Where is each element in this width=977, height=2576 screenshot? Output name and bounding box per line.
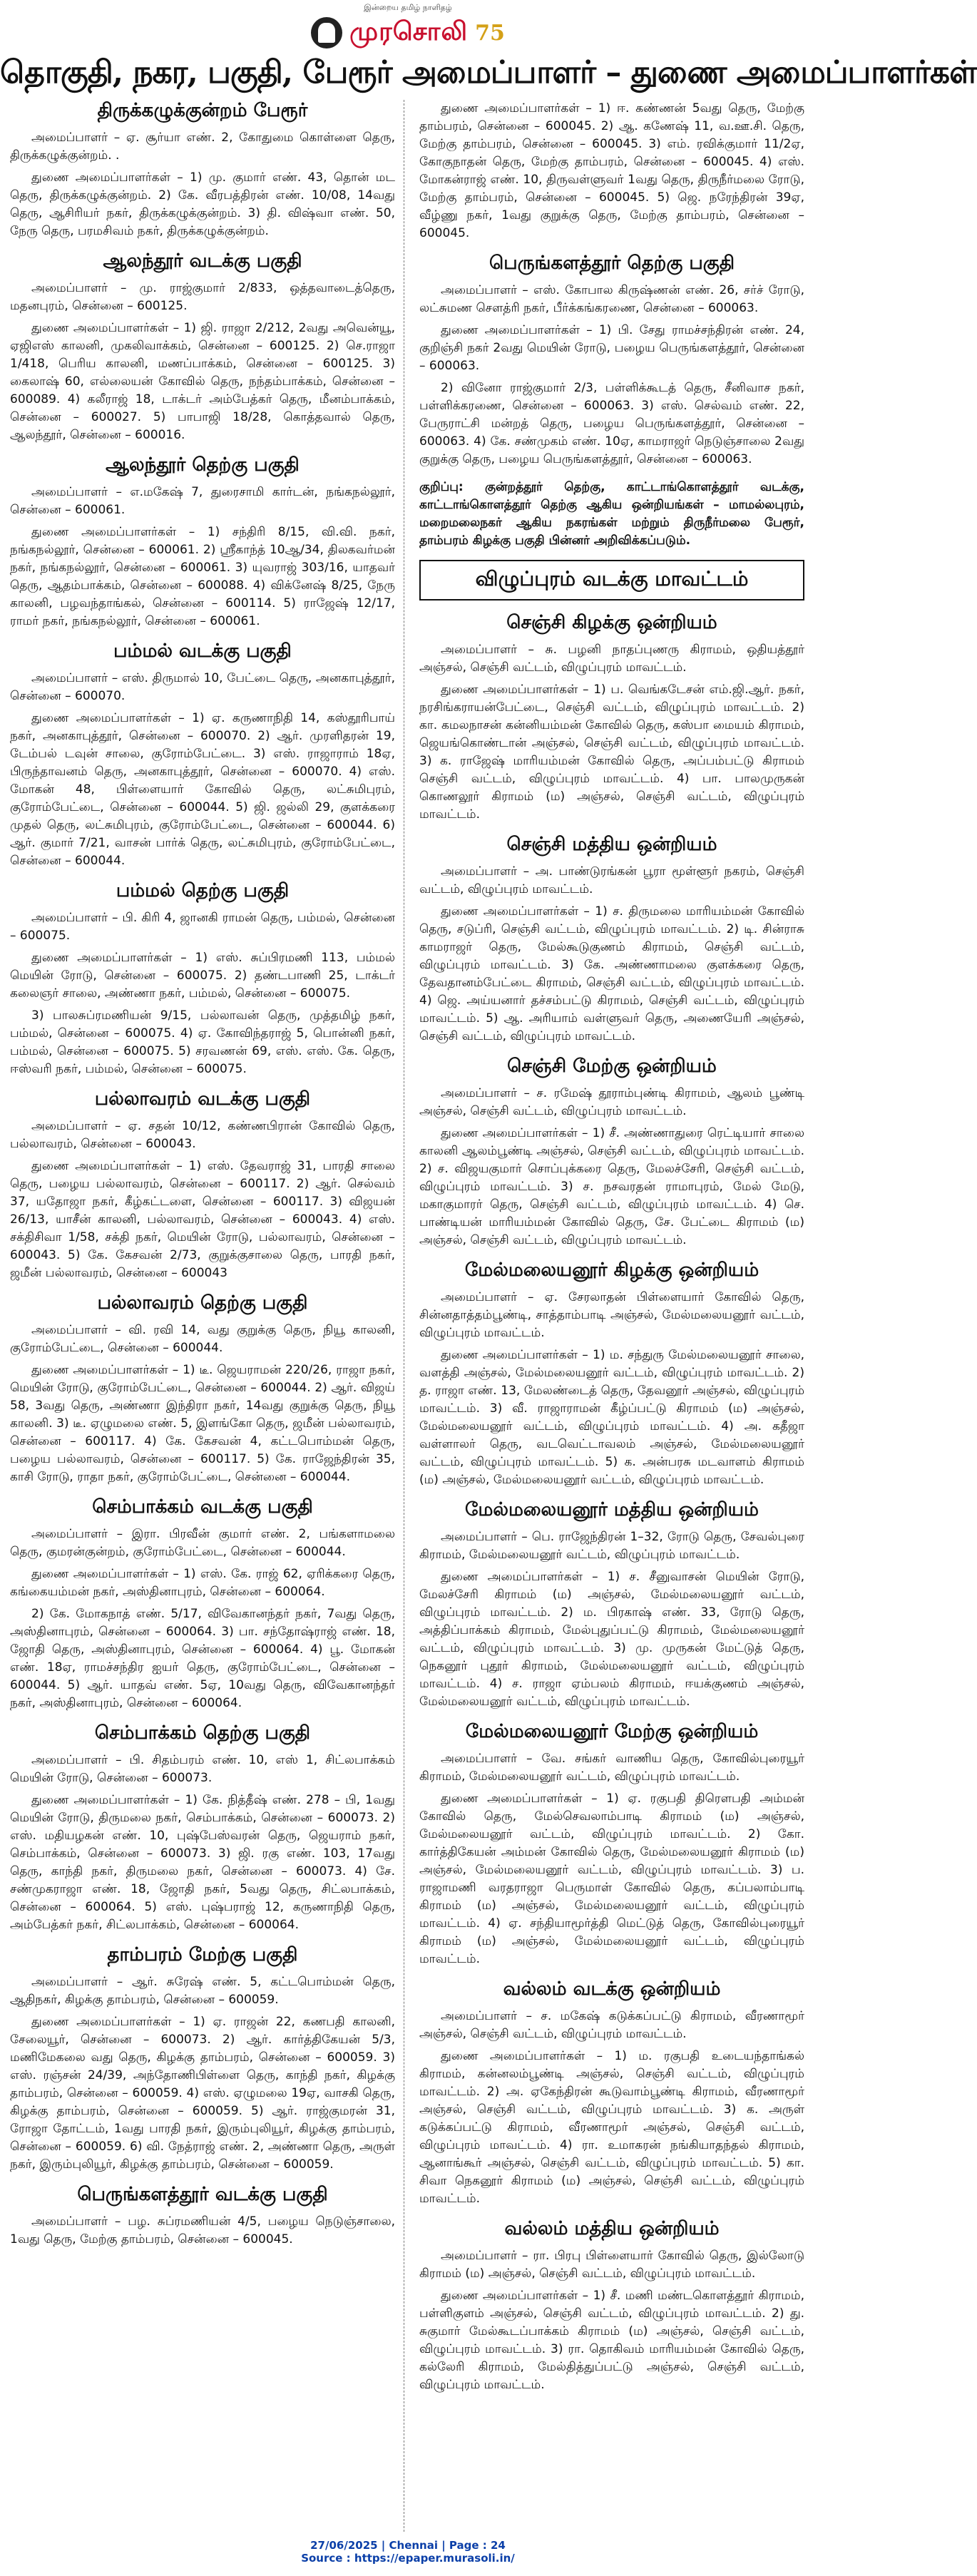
- members-paragraph: துணை அமைப்பாளர்கள் – 1) ஜி. ராஜா 2/212, 2வது அவென்யூ, ஏஜிஎஸ் காலனி, முகலிவாக்கம், சென்னை – 600125. 2) செ.ராஜா 1/418, பெரிய காலனி, மணப்பாக்கம், சென்னை – 600125. 3) கைலாஷ் 60, எல்லையன் கோவில் தெரு, நந்தம்பாக்கம், சென்னை – 600089. 4) கலீராஜ் 18, டாக்டர் அம்பேத்கர் தெரு, மீனம்பாக்கம், சென்னை – 600027. 5) பாபாஜி 18/28, கொத்தவால் தெரு, ஆலந்தூர், சென்னை – 600016.: [10, 321, 395, 442]
- members-paragraph: துணை அமைப்பாளர்கள் – 1) சந்திரி 8/15, வி.வி. நகர், நங்கநல்லூர், சென்னை – 600061. 2) ஸ்ரீகாந்த் 10ஆ/34, திலகவர்மன் நகர், நங்கநல்லூர், சென்னை – 600061. 3) யுவராஜ் 303/16, யாதவர் தெரு, ஆதம்பாக்கம், சென்னை – 600088. 4) விக்னேஷ் 8/25, நேரு காலனி, பழவந்தாங்கல், சென்னை – 600114. 5) ராஜேஷ் 12/17, ராமர் நகர், நங்கநல்லூர், சென்னை – 600061.: [10, 525, 395, 628]
- organizer-paragraph: அமைப்பாளர் – மு. ராஜ்குமார் 2/833, ஒத்தவாடைத்தெரு, மதனபுரம், சென்னை – 600125.: [10, 281, 395, 313]
- organizer-paragraph: அமைப்பாளர் – ஏ. சேரலாதன் பிள்ளையார் கோவில் தெரு, சின்னதாத்தம்பூண்டி, சாத்தாம்பாடி அஞ்சல், மேல்மலையனூர் வட்டம், விழுப்புரம் மாவட்டம்.: [419, 1290, 804, 1340]
- members-paragraph: 2) வினோ ராஜ்குமார் 2/3, பள்ளிக்கூடத் தெரு, சீனிவாச நகர், பள்ளிக்கரணை, சென்னை – 600063. 3) எஸ். செல்வம் எண். 22, பேருராட்சி மன்றத் தெரு, பழைய பெருங்களத்தூர், சென்னை – 600063. 4) கே. சண்முகம் எண். 10ஏ, காமராஜர் நெடுஞ்சாலை 2வது குறுக்கு தெரு, பழைய பெருங்களத்தூர், சென்னை – 600063.: [419, 381, 804, 466]
- members-paragraph: துணை அமைப்பாளர்கள் – 1) சீ. அண்ணாதுரை ரெட்டியார் சாலை காலனி ஆலம்பூண்டி அஞ்சல், செஞ்சி வட்டம், விழுப்புரம் மாவட்டம். 2) ச. விஜயகுமார் சொப்புக்கரை தெரு, மேலச்சேரி, செஞ்சி வட்டம், விழுப்புரம் மாவட்டம். 3) ச. நசவரதன் ராமாபுரம், மேல் மேடு, மகாகுமாரர் தெரு, செஞ்சி வட்டம், விழுப்புரம் மாவட்டம். 4) செ. பாண்டியன் மாரியம்மன் கோவில் தெரு, சே. பேட்டை கிராமம் (ம) அஞ்சல், செஞ்சி வட்டம், விழுப்புரம் மாவட்டம்.: [419, 1126, 804, 1247]
- members-paragraph: துணை அமைப்பாளர்கள் – 1) சீ. மணி மண்டகொளத்தூர் கிராமம், பள்ளிகுளம் அஞ்சல், செஞ்சி வட்டம், விழுப்புரம் மாவட்டம். 2) து. சுகுமார் மேல்கூடப்பாக்கம் கிராமம் (ம) அஞ்சல், செஞ்சி வட்டம், விழுப்புரம் மாவட்டம். 3) ரா. தொகிவம் மாரியம்மன் கோவில் தெரு, கல்லேரி கிராமம், மேல்தித்துப்பட்டு அஞ்சல், செஞ்சி வட்டம், விழுப்புரம் மாவட்டம்.: [419, 2289, 804, 2392]
- section-block: [10, 100, 395, 240]
- organizer-paragraph: அமைப்பாளர் – இரா. பிரவீன் குமார் எண். 2, பங்களாமலை தெரு, குமரன்குன்றம், குரோம்பேட்டை, சென்னை – 600044.: [10, 1527, 395, 1559]
- organizer-paragraph: அமைப்பாளர் – பழ. சுப்ரமணியன் 4/5, பழைய நெடுஞ்சாலை, 1வது தெரு, மேற்கு தாம்பரம், சென்னை – 600045.: [10, 2214, 395, 2247]
- members-paragraph: துணை அமைப்பாளர்கள் – 1) ப. வெங்கடேசன் எம்.ஜி.ஆர். நகர், நரசிங்கராயன்பேட்டை, செஞ்சி வட்டம், விழுப்புரம் மாவட்டம். 2) கா. கமலநாசன் கன்னியம்மன் கோவில் தெரு, கஸ்பா மையம் கிராமம், ஜெயங்கொண்டான் அஞ்சல், செஞ்சி வட்டம், விழுப்புரம் மாவட்டம். 3) க. ராஜேஷ் மாரியம்மன் கோவில் தெரு, அப்பம்பட்டு கிராமம் செஞ்சி வட்டம், விழுப்புரம் மாவட்டம். 4) பா. பாலமுருகன் கொணலூர் கிராமம் (ம) அஞ்சல், செஞ்சி வட்டம், விழுப்புரம் மாவட்டம்.: [419, 683, 804, 822]
- organizer-paragraph: அமைப்பாளர் – ச. மகேஷ் கடுக்கப்பட்டு கிராமம், வீரணாமூர் அஞ்சல், செஞ்சி வட்டம், விழுப்புரம் மாவட்டம்.: [419, 2009, 804, 2041]
- members-paragraph: துணை அமைப்பாளர்கள் – 1) எஸ். தேவராஜ் 31, பாரதி சாலை தெரு, பழைய பல்லாவரம், சென்னை – 600117. 2) ஆர். செல்வம் 37, யதோஜா நகர், கீழ்கட்டளை, சென்னை – 600117. 3) விஜயன் 26/13, யாசீன் காலனி, பல்லாவரம், சென்னை – 600043. 4) எஸ். சக்திசிவா 1/58, சக்தி நகர், மெயின் ரோடு, பல்லாவரம், சென்னை – 600043. 5) கே. கேசவன் 2/73, குறுக்குசாலை தெரு, பாரதி நகர், ஜமீன் பல்லாவரம், சென்னை – 600043: [10, 1159, 395, 1280]
- section-heading: மேல்மலையனூர் கிழக்கு ஒன்றியம்: [464, 1259, 759, 1281]
- organizer-paragraph: அமைப்பாளர் – வி. ரவி 14, வது குறுக்கு தெரு, நியூ காலனி, குரோம்பேட்டை, சென்னை – 600044.: [10, 1323, 395, 1355]
- section-block: [419, 1978, 804, 2208]
- section-heading: ஆலந்தூர் தெற்கு பகுதி: [106, 454, 300, 476]
- organizer-paragraph: அமைப்பாளர் – சு. பழனி நாதப்புணரு கிராமம், ஒதியத்தூர் அஞ்சல், செஞ்சி வட்டம், விழுப்புரம் மாவட்டம்.: [419, 643, 804, 675]
- members-paragraph: துணை அமைப்பாளர்கள் – 1) ஏ. கருணாநிதி 14, கஸ்தூரிபாய் நகர், அனகாபுத்தூர், சென்னை – 600070. 2) ஆர். முரளிதரன் 19, டேம்பல் டவுன் சாலை, குரோம்பேட்டை. 3) எஸ். ராஜாராம் 18ஏ, பிருந்தாவனம் தெரு, அனகாபுத்தூர், சென்னை – 600070. 4) எஸ். மோகன் 48, பிள்ளையார் கோவில் தெரு, லட்சுமிபுரம், குரோம்பேட்டை, சென்னை – 600044. 5) ஜி. ஜல்லி 29, குளக்கரை முதல் தெரு, லட்சுமிபுரம், குரோம்பேட்டை, சென்னை – 600044. 6) ஆர். குமார் 7/21, வாசன் பார்க் தெரு, லட்சுமிபுரம், குரோம்பேட்டை, சென்னை – 600044.: [10, 711, 395, 868]
- organizer-paragraph: அமைப்பாளர் – வே. சங்கர் வாணிய தெரு, கோவில்புரையூர் கிராமம், மேல்மலையனூர் வட்டம், விழுப்புரம் மாவட்டம்.: [419, 1752, 804, 1784]
- emblem-icon: [311, 17, 342, 48]
- members-paragraph: துணை அமைப்பாளர்கள் – 1) ச. திருமலை மாரியம்மன் கோவில் தெரு, சடுப்ரி, செஞ்சி வட்டம், விழுப்புரம் மாவட்டம். 2) டி. சின்ராசு காமராஜர் தெரு, மேல்கூடுகுணம் கிராமம், செஞ்சி வட்டம், விழுப்புரம் மாவட்டம். 3) கே. அண்ணாமலை குளக்கரை தெரு, தேவதானம்பேட்டை கிராமம், செஞ்சி வட்டம், விழுப்புரம் மாவட்டம். 4) ஜெ. அய்யனார் தச்சம்பட்டு கிராமம், செஞ்சி வட்டம், விழுப்புரம் மாவட்டம். 5) ஆ. அரியாம் வள்ளுவர் தெரு, அணையேரி அஞ்சல், செஞ்சி வட்டம், விழுப்புரம் மாவட்டம்.: [419, 904, 804, 1043]
- members-paragraph: துணை அமைப்பாளர்கள் – 1) ஈ. கண்ணன் 5வது தெரு, மேற்கு தாம்பரம், சென்னை – 600045. 2) ஆ. கணேஷ் 11, வ.ஊ.சி. தெரு, மேற்கு தாம்பரம், சென்னை – 600045. 3) எம். ரவிக்குமார் 11/2ஏ, கோகுநாதன் தெரு, மேற்கு தாம்பரம், சென்னை – 600045. 4) எஸ். மோகன்ராஜ் எண். 10, திருவள்ளுவர் 1வது தெரு, திருநீர்மலை ரோடு, மேற்கு தாம்பரம், சென்னை – 600045. 5) ஜெ. நரேந்திரன் 39ஏ, வீழ்ணு நகர், 1வது குறுக்கு தெரு, மேற்கு தாம்பரம், சென்னை – 600045.: [419, 101, 804, 240]
- organizer-paragraph: அமைப்பாளர் – பி. சிதம்பரம் எண். 10, எஸ் 1, சிட்லபாக்கம் மெயின் ரோடு, சென்னை – 600073.: [10, 1753, 395, 1785]
- section-heading: வல்லம் மத்திய ஒன்றியம்: [504, 2218, 720, 2239]
- members-paragraph: துணை அமைப்பாளர்கள் – 1) பி. சேது ராமச்சந்திரன் எண். 24, குறிஞ்சி நகர் 2வது மெயின் ரோடு, பழைய பெருங்களத்தூர், சென்னை – 600063.: [419, 323, 804, 373]
- section-heading: பெருங்களத்தூர் வடக்கு பகுதி: [77, 2184, 328, 2205]
- section-heading: செஞ்சி மத்திய ஒன்றியம்: [506, 834, 717, 855]
- section-block: [10, 1944, 395, 2174]
- section-block: [10, 1496, 395, 1712]
- anniversary-badge: 75: [475, 20, 505, 46]
- section-block: [419, 1499, 804, 1711]
- masthead-tagline: இன்றைய தமிழ் நாளிதழ்: [364, 3, 452, 12]
- organizer-paragraph: அமைப்பாளர் – பெ. ராஜேந்திரன் 1–32, ரோடு தெரு, சேவல்புரை கிராமம், மேல்மலையனூர் வட்டம், விழுப்புரம் மாவட்டம்.: [419, 1530, 804, 1562]
- organizer-paragraph: அமைப்பாளர் – ச. ரமேஷ் தூராம்புண்டி கிராமம், ஆலம் பூண்டி அஞ்சல், செஞ்சி வட்டம், விழுப்புரம் மாவட்டம்.: [419, 1086, 804, 1118]
- headline-banner: தொகுதி, நகர, பகுதி, பேரூர் அமைப்பாளர் – துணை அமைப்பாளர்கள்: [0, 54, 977, 91]
- section-block: [419, 100, 804, 242]
- section-heading: செஞ்சி மேற்கு ஒன்றியம்: [507, 1056, 717, 1077]
- section-heading: பம்மல் வடக்கு பகுதி: [113, 640, 292, 662]
- section-block: [419, 1721, 804, 1968]
- section-heading: மேல்மலையனூர் மத்திய ஒன்றியம்: [465, 1499, 759, 1520]
- announcement-note: குறிப்பு: குன்றத்தூர் தெற்கு, காட்டாங்கொளத்தூர் வடக்கு, காட்டாங்கொளத்தூர் தெற்கு ஆகிய ஒன்றியங்கள் – மாமல்லபுரம், மறைமலைநகர் ஆகிய நகரங்கள் மற்றும் திருநீர்மலை பேரூர், தாம்பரம் கிழக்கு பகுதி பின்னர் அறிவிக்கப்படும்.: [419, 480, 804, 548]
- section-heading: ஆலந்தூர் வடக்கு பகுதி: [103, 250, 302, 272]
- section-heading: பல்லாவரம் தெற்கு பகுதி: [97, 1292, 308, 1314]
- members-paragraph: துணை அமைப்பாளர்கள் – 1) மு. குமார் எண். 43, தொன் மட தெரு, திருக்கழுக்குன்றம். 2) கே. வீரபத்திரன் எண். 10/08, 14வது தெரு, ஆசிரியர் நகர், திருக்கழுக்குன்றம். 3) தி. விஷ்வா எண். 50, நேரு தெரு, பரமசிவம் நகர், திருக்கழுக்குன்றம்.: [10, 170, 395, 238]
- organizer-paragraph: அமைப்பாளர் – ஏ. சூர்யா எண். 2, கோதுமை கொள்ளை தெரு, திருக்கழுக்குன்றம். .: [10, 131, 395, 163]
- organizer-paragraph: அமைப்பாளர் – ஏ. சதன் 10/12, கண்ணபிரான் கோவில் தெரு, பல்லாவரம், சென்னை – 600043.: [10, 1119, 395, 1151]
- organizer-paragraph: அமைப்பாளர் – அ. பாண்டுரங்கன் பூரா மூள்ளூர் நகரம், செஞ்சி வட்டம், விழுப்புரம் மாவட்டம்.: [419, 864, 804, 896]
- section-block: [10, 640, 395, 870]
- section-heading: செம்பாக்கம் வடக்கு பகுதி: [92, 1496, 313, 1518]
- members-paragraph: 2) கே. மோகநாத் எண். 5/17, விவேகானந்தர் நகர், 7வது தெரு, அஸ்தினாபுரம், சென்னை – 600064. 3) பா. சந்தோஷ்ராஜ் எண். 18, ஜோதி தெரு, அஸ்தினாபுரம், சென்னை – 600064. 4) பூ. மோகன் எண். 18ஏ, ராமச்சந்திர ஐயர் தெரு, குரோம்பேட்டை, சென்னை – 600044. 5) ஆர். யாதவ் எண். 5ஏ, 10வது தெரு, விவேகானந்தர் நகர், அஸ்தினாபுரம், சென்னை – 600064.: [10, 1607, 395, 1710]
- section-block: [419, 252, 804, 469]
- members-paragraph: துணை அமைப்பாளர்கள் – 1) ச. சீனுவாசன் மெயின் ரோடு, மேலச்சேரி கிராமம் (ம) அஞ்சல், மேல்மலையனூர் வட்டம், விழுப்புரம் மாவட்டம். 2) ம. பிரகாஷ் எண். 33, ரோடு தெரு, அத்திப்பாக்கம் கிராமம், மேல்புதுப்பட்டு கிராமம், மேல்மலையனூர் வட்டம், விழுப்புரம் மாவட்டம். 3) மு. முருகன் மேட்டுத் தெரு, நெகனூர் புதூர் கிராமம், மேல்மலையனூர் வட்டம், விழுப்புரம் மாவட்டம். 4) ச. ராஜா ஏம்பலம் கிராமம், ஈயக்குணம் அஞ்சல், மேல்மலையனூர் வட்டம், விழுப்புரம் மாவட்டம்.: [419, 1570, 804, 1709]
- organizer-paragraph: அமைப்பாளர் – ரா. பிரபு பிள்ளையார் கோவில் தெரு, இல்லோடு கிராமம் (ம) அஞ்சல், செஞ்சி வட்டம், விழுப்புரம் மாவட்டம்.: [419, 2249, 804, 2281]
- section-heading: செம்பாக்கம் தெற்கு பகுதி: [94, 1722, 311, 1744]
- section-block: [10, 250, 395, 444]
- section-heading: தாம்பரம் மேற்கு பகுதி: [107, 1944, 298, 1966]
- section-heading: பெருங்களத்தூர் தெற்கு பகுதி: [489, 252, 735, 274]
- section-block: [10, 2184, 395, 2249]
- members-paragraph: துணை அமைப்பாளர்கள் – 1) ம. சந்துரு மேல்மலையனூர் சாலை, வளத்தி அஞ்சல், மேல்மலையனூர் வட்டம், விழுப்புரம் மாவட்டம். 2) த. ராஜா எண். 13, மேலண்டைத் தெரு, தேவனூர் அஞ்சல், விழுப்புரம் மாவட்டம். 3) வீ. ராஜாராமன் கீழ்ப்பட்டு கிராமம் (ம) அஞ்சல், மேல்மலையனூர் வட்டம், விழுப்புரம் மாவட்டம். 4) அ. கதீஜா வள்ளாலர் தெரு, வடவெட்டாவலம் அஞ்சல், மேல்மலையனூர் வட்டம், விழுப்புரம் மாவட்டம். 5) க. அன்பரசு மடவாளம் கிராமம் (ம) அஞ்சல், மேல்மலையனூர் வட்டம், விழுப்புரம் மாவட்டம்.: [419, 1348, 804, 1487]
- members-paragraph: துணை அமைப்பாளர்கள் – 1) கே. நித்தீஷ் எண். 278 – பி, 1வது மெயின் ரோடு, திருமலை நகர், செம்பாக்கம், சென்னை – 600073. 2) எஸ். மதியழகன் எண். 10, புஷ்பேஸ்வரன் தெரு, ஜெயராம் நகர், செம்பாக்கம், சென்னை – 600073. 3) ஜி. ரகு எண். 103, 17வது தெரு, காந்தி நகர், திருமலை நகர், சென்னை – 600073. 4) சே. சண்முகராஜா எண். 18, ஜோதி நகர், 5வது தெரு, சிட்லபாக்கம், சென்னை – 600064. 5) எஸ். புஷ்பராஜ் 12, கருணாநிதி தெரு, அம்பேத்கர் நகர், சிட்லபாக்கம், சென்னை – 600064.: [10, 1793, 395, 1932]
- section-block: [10, 880, 395, 1078]
- district-title-box: விழுப்புரம் வடக்கு மாவட்டம்: [419, 560, 804, 600]
- section-heading: பல்லாவரம் வடக்கு பகுதி: [94, 1088, 311, 1110]
- section-heading: பம்மல் தெற்கு பகுதி: [116, 880, 290, 901]
- newspaper-logo: [280, 16, 536, 49]
- section-block: [419, 834, 804, 1046]
- organizer-paragraph: அமைப்பாளர் – எஸ். திருமால் 10, பேட்டை தெரு, அனகாபுத்தூர், சென்னை – 600070.: [10, 671, 395, 703]
- section-block: [10, 1088, 395, 1282]
- section-block: [10, 1722, 395, 1934]
- section-heading: செஞ்சி கிழக்கு ஒன்றியம்: [506, 612, 717, 633]
- section-block: [10, 454, 395, 630]
- newspaper-title: முரசொலி: [349, 16, 469, 46]
- section-heading: திருக்கழுக்குன்றம் பேரூர்: [97, 100, 308, 121]
- organizer-paragraph: அமைப்பாளர் – ஆர். சுரேஷ் எண். 5, கட்டபொம்மன் தெரு, ஆதிநகர், கிழக்கு தாம்பரம், சென்னை – 600059.: [10, 1975, 395, 2007]
- section-block: [419, 1056, 804, 1249]
- members-paragraph: துணை அமைப்பாளர்கள் – 1) ம. ரகுபதி உடையந்தாங்கல் கிராமம், கன்னலம்பூண்டி அஞ்சல், செஞ்சி வட்டம், விழுப்புரம் மாவட்டம். 2) அ. ஏகேந்திரன் கூடுவாம்பூண்டி கிராமம், வீரணாமூர் அஞ்சல், செஞ்சி வட்டம், விழுப்புரம் மாவட்டம். 3) க. அருள் கடுக்கப்பட்டு கிராமம், வீரணாமூர் அஞ்சல், செஞ்சி வட்டம், விழுப்புரம் மாவட்டம். 4) ரா. உமாகரன் நங்கியாதந்தல் கிராமம், ஆனாங்கூர் அஞ்சல், செஞ்சி வட்டம், விழுப்புரம் மாவட்டம். 5) கா. சிவா நெகனூர் கிராமம் (ம) அஞ்சல், செஞ்சி வட்டம், விழுப்புரம் மாவட்டம்.: [419, 2049, 804, 2206]
- footer-source: Source : https://epaper.murasoli.in/: [301, 2552, 515, 2565]
- page-footer: [0, 2539, 816, 2576]
- members-paragraph: துணை அமைப்பாளர்கள் – 1) எஸ். கே. ராஜ் 62, ஏரிக்கரை தெரு, கங்கையம்மன் நகர், அஸ்தினாபுரம், சென்னை – 600064.: [10, 1567, 395, 1599]
- footer-meta: 27/06/2025 | Chennai | Page : 24: [310, 2539, 506, 2552]
- members-paragraph: துணை அமைப்பாளர்கள் – 1) டீ. ஜெயராமன் 220/26, ராஜா நகர், மெயின் ரோடு, குரோம்பேட்டை, சென்னை – 600044. 2) ஆர். விஜய் 58, 3வது தெரு, அண்ணா இந்திரா நகர், 14வது குறுக்கு தெரு, நியூ காலனி. 3) டீ. ஏழுமலை எண். 5, இளங்கோ தெரு, ஜமீன் பல்லாவரம், சென்னை – 600117. 4) கே. கேசவன் 4, கட்டபொம்மன் தெரு, பழைய பல்லாவரம், சென்னை – 600117. 5) கே. ராஜேந்திரன் 35, காசி ரோடு, ராதா நகர், குரோம்பேட்டை, சென்னை – 600044.: [10, 1363, 395, 1484]
- section-heading: மேல்மலையனூர் மேற்கு ஒன்றியம்: [465, 1721, 759, 1742]
- members-paragraph: துணை அமைப்பாளர்கள் – 1) எஸ். சுப்பிரமணி 113, பம்மல் மெயின் ரோடு, சென்னை – 600075. 2) தண்டபாணி 25, டாக்டர் கலைஞர் சாலை, அண்ணா நகர், பம்மல், சென்னை – 600075.: [10, 951, 395, 1001]
- organizer-paragraph: அமைப்பாளர் – பி. கிரி 4, ஜானகி ராமன் தெரு, பம்மல், சென்னை – 600075.: [10, 911, 395, 943]
- section-block: [419, 2218, 804, 2394]
- organizer-paragraph: அமைப்பாளர் – எ.மகேஷ் 7, துரைசாமி கார்டன், நங்கநல்லூர், சென்னை – 600061.: [10, 485, 395, 517]
- organizer-paragraph: அமைப்பாளர் – எஸ். கோபால கிருஷ்ணன் எண். 26, சர்ச் ரோடு, லட்சுமண சௌத்ரி நகர், பீர்க்கங்கரணை, சென்னை – 600063.: [419, 283, 804, 315]
- section-block: [10, 1292, 395, 1486]
- members-paragraph: துணை அமைப்பாளர்கள் – 1) ஏ. ரகுபதி திரௌபதி அம்மன் கோவில் தெரு, மேல்செவலாம்பாடி கிராமம் (ம) அஞ்சல், மேல்மலையனூர் வட்டம், விழுப்புரம் மாவட்டம். 2) கோ. கார்த்திகேயன் அம்மன் கோவில் தெரு, மேல்மலையனூர் கிராமம் (ம) அஞ்சல், மேல்மலையனூர் வட்டம், விழுப்புரம் மாவட்டம். 3) ப. ராஜாமணி வரதராஜா பெருமாள் கோவில் தெரு, கப்பலாம்பாடி கிராமம் (ம) அஞ்சல், மேல்மலையனூர் வட்டம், விழுப்புரம் மாவட்டம். 4) ஏ. சந்தியாமூர்த்தி மெட்டுத் தெரு, கோவில்புரையூர் கிராமம் (ம) அஞ்சல், மேல்மலையனூர் வட்டம், விழுப்புரம் மாவட்டம்.: [419, 1792, 804, 1966]
- left-column: [10, 100, 395, 2532]
- section-heading: வல்லம் வடக்கு ஒன்றியம்: [503, 1978, 721, 2000]
- masthead: [0, 0, 816, 50]
- section-block: [419, 1259, 804, 1489]
- members-paragraph: 3) பாலசுப்ரமணியன் 9/15, பல்லாவன் தெரு, முத்தமிழ் நகர், பம்மல், சென்னை – 600075. 4) ஏ. கோவிந்தராஜ் 5, பொன்னி நகர், பம்மல், சென்னை – 600075. 5) சரவணன் 69, எஸ். எஸ். கே. தெரு, ஈஸ்வரி நகர், பம்மல், சென்னை – 600075.: [10, 1008, 395, 1076]
- right-column: [419, 100, 804, 2532]
- section-block: [419, 612, 804, 824]
- members-paragraph: துணை அமைப்பாளர்கள் – 1) ஏ. ராஜன் 22, கணபதி காலனி, சேலையூர், சென்னை – 600073. 2) ஆர். கார்த்திகேயன் 5/3, மணிமேகலை வது தெரு, கிழக்கு தாம்பரம், சென்னை – 600059. 3) எஸ். ரஞ்சன் 24/39, அந்தோணிபிள்ளை தெரு, காந்தி நகர், கிழக்கு தாம்பரம், சென்னை – 600059. 4) எஸ். ஏழுமலை 19ஏ, வாசகி தெரு, கிழக்கு தாம்பரம், சென்னை – 600059. 5) ஆர். ராஜ்குமரன் 31, ரோஜா தோட்டம், 1வது பாரதி நகர், இரும்புலியூர், கிழக்கு தாம்பரம், சென்னை – 600059. 6) வி. நேத்ராஜ் எண். 2, அண்ணா தெரு, அருள் நகர், இரும்புலியூர், கிழக்கு தாம்பரம், சென்னை – 600059.: [10, 2015, 395, 2172]
